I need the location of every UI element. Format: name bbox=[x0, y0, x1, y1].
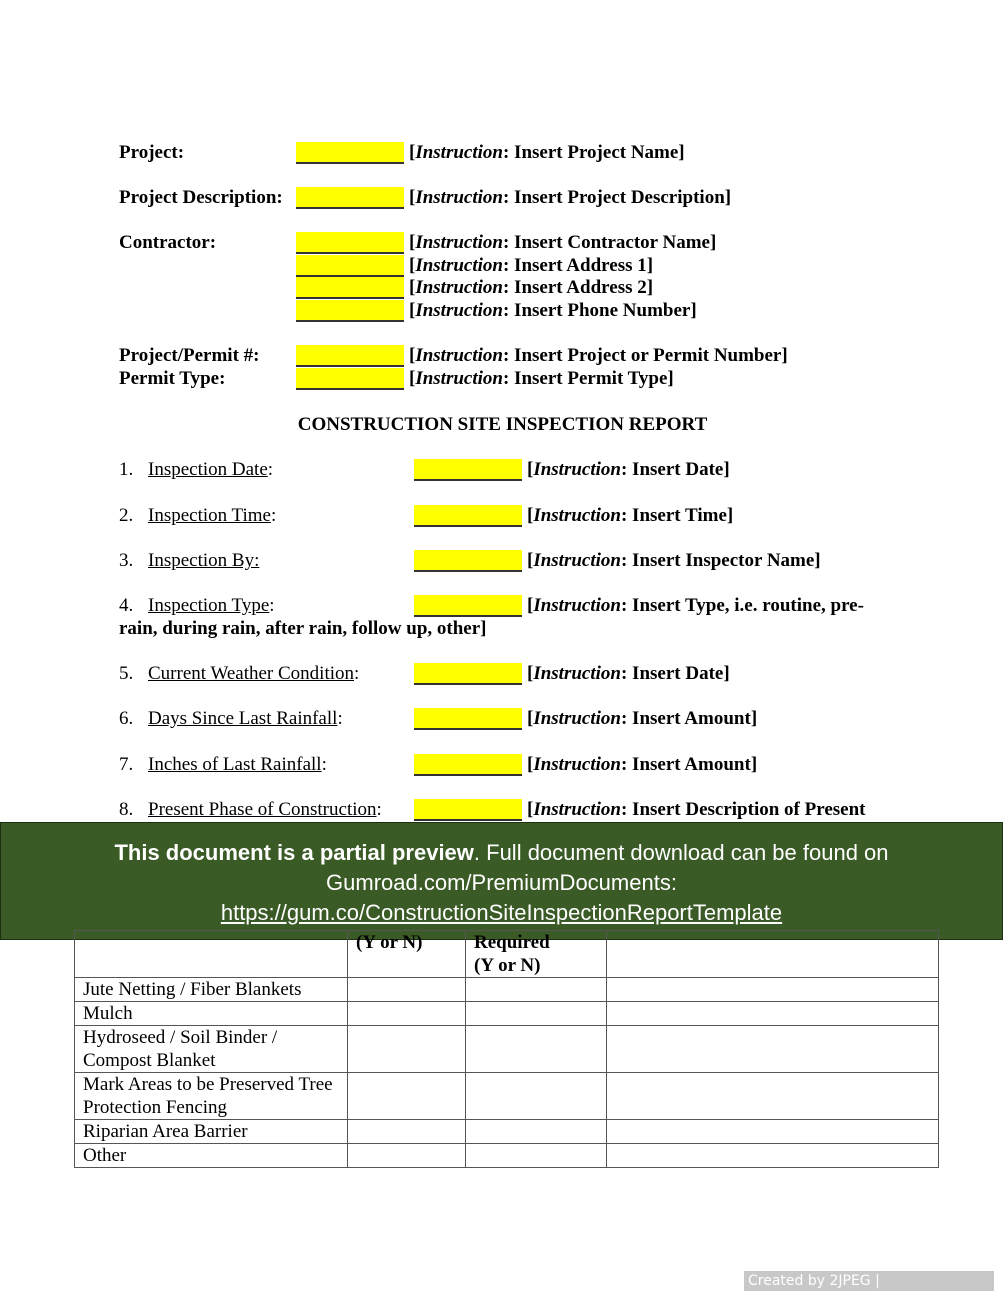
instruction-word: Instruction bbox=[415, 300, 503, 321]
bmp-name-cell: Mulch bbox=[75, 1002, 348, 1026]
table-row bbox=[75, 1144, 939, 1168]
item-number: 7. bbox=[119, 754, 134, 775]
bmp-input-cell[interactable] bbox=[607, 1026, 939, 1073]
bmp-input-cell[interactable] bbox=[466, 1026, 607, 1073]
field-instruction bbox=[409, 255, 653, 277]
field-instruction bbox=[409, 277, 653, 299]
field-label: Project Description: bbox=[119, 187, 283, 208]
instruction-word: Instruction bbox=[533, 663, 621, 684]
instruction-word: Instruction bbox=[415, 142, 503, 163]
instruction-text: [Instruction: Insert Phone Number] bbox=[409, 300, 697, 321]
item-label: Inches of Last Rainfall: bbox=[148, 754, 327, 775]
header-cell: Required (Y or N) bbox=[466, 931, 607, 978]
field-label: Contractor: bbox=[119, 232, 217, 253]
instruction-text: [Instruction: Insert Contractor Name] bbox=[409, 232, 717, 253]
instruction-word: Instruction bbox=[533, 505, 621, 526]
instruction-text: [Instruction: Insert Date] bbox=[527, 663, 730, 684]
bmp-input-cell[interactable] bbox=[348, 1144, 466, 1168]
instruction-word: Instruction bbox=[533, 799, 621, 820]
bmp-input-cell[interactable] bbox=[607, 1002, 939, 1026]
instruction-word: Instruction bbox=[533, 595, 621, 616]
item-instruction bbox=[527, 754, 757, 776]
instruction-text: [Instruction: Insert Date] bbox=[527, 459, 730, 480]
item-label: Inspection Time: bbox=[148, 505, 277, 526]
field-instruction bbox=[409, 142, 685, 164]
bmp-input-cell[interactable] bbox=[607, 978, 939, 1002]
field-instruction bbox=[409, 345, 788, 367]
blank-input-field[interactable] bbox=[414, 505, 522, 527]
bmp-input-cell[interactable] bbox=[607, 1144, 939, 1168]
header-cell bbox=[75, 931, 348, 978]
item-instruction-continuation: rain, during rain, after rain, follow up, other] bbox=[119, 618, 487, 639]
item-instruction bbox=[527, 799, 865, 821]
field-instruction bbox=[409, 232, 716, 254]
table-row bbox=[75, 1120, 939, 1144]
bmp-name-cell: Jute Netting / Fiber Blankets bbox=[75, 978, 348, 1002]
instruction-word: Instruction bbox=[415, 232, 503, 253]
instruction-text: [Instruction: Insert Amount] bbox=[527, 754, 758, 775]
table-row bbox=[75, 1026, 939, 1073]
instruction-text: [Instruction: Insert Address 2] bbox=[409, 277, 654, 298]
bmp-input-cell[interactable] bbox=[348, 1026, 466, 1073]
instruction-word: Instruction bbox=[415, 277, 503, 298]
blank-input-field[interactable] bbox=[296, 187, 404, 209]
bmp-name-cell: Hydroseed / Soil Binder / Compost Blanket bbox=[75, 1026, 348, 1073]
bmp-input-cell[interactable] bbox=[348, 1002, 466, 1026]
item-label-text: Inspection By: bbox=[148, 550, 260, 571]
bmp-input-cell[interactable] bbox=[348, 1073, 466, 1120]
item-label-text: Current Weather Condition bbox=[148, 663, 355, 684]
field-instruction bbox=[409, 368, 674, 390]
table-row bbox=[75, 1073, 939, 1120]
bmp-input-cell[interactable] bbox=[348, 978, 466, 1002]
item-label: Present Phase of Construction: bbox=[148, 799, 382, 820]
item-number: 2. bbox=[119, 505, 134, 526]
item-instruction bbox=[527, 595, 864, 617]
bmp-input-cell[interactable] bbox=[466, 1002, 607, 1026]
blank-input-field[interactable] bbox=[296, 368, 404, 390]
bmp-name-cell: Other bbox=[75, 1144, 348, 1168]
blank-input-field[interactable] bbox=[296, 277, 404, 299]
item-number: 3. bbox=[119, 550, 134, 571]
banner-bold-text: This document is a partial preview bbox=[114, 840, 474, 865]
instruction-text: [Instruction: Insert Description of Present bbox=[527, 799, 866, 820]
item-label: Current Weather Condition: bbox=[148, 663, 360, 684]
item-instruction bbox=[527, 708, 757, 730]
blank-input-field[interactable] bbox=[414, 550, 522, 572]
item-label-text: Days Since Last Rainfall bbox=[148, 708, 338, 729]
item-number: 4. bbox=[119, 595, 134, 616]
blank-input-field[interactable] bbox=[296, 232, 404, 254]
bmp-input-cell[interactable] bbox=[466, 1120, 607, 1144]
table-header-row bbox=[75, 931, 939, 978]
instruction-word: Instruction bbox=[533, 550, 621, 571]
header-cell: (Y or N) bbox=[348, 931, 466, 978]
blank-input-field[interactable] bbox=[414, 663, 522, 685]
blank-input-field[interactable] bbox=[296, 300, 404, 322]
item-label-text: Inspection Date bbox=[148, 459, 268, 480]
header-cell bbox=[607, 931, 939, 978]
instruction-text: [Instruction: Insert Permit Type] bbox=[409, 368, 674, 389]
instruction-word: Instruction bbox=[415, 255, 503, 276]
field-label: Project: bbox=[119, 142, 185, 163]
blank-input-field[interactable] bbox=[414, 459, 522, 481]
item-instruction bbox=[527, 505, 733, 527]
instruction-text: [Instruction: Insert Time] bbox=[527, 505, 734, 526]
bmp-table bbox=[74, 930, 939, 1168]
banner-text: . Full document download can be found on bbox=[473, 840, 889, 865]
instruction-word: Instruction bbox=[533, 708, 621, 729]
item-label: Days Since Last Rainfall: bbox=[148, 708, 343, 729]
item-number: 6. bbox=[119, 708, 134, 729]
instruction-text: [Instruction: Insert Amount] bbox=[527, 708, 758, 729]
item-label-text: Inches of Last Rainfall bbox=[148, 754, 322, 775]
instruction-word: Instruction bbox=[415, 187, 503, 208]
item-number: 8. bbox=[119, 799, 134, 820]
item-label: Inspection Date: bbox=[148, 459, 274, 480]
item-label-text: Inspection Time bbox=[148, 505, 271, 526]
item-label-text: Present Phase of Construction bbox=[148, 799, 377, 820]
item-label: Inspection Type: bbox=[148, 595, 275, 616]
blank-input-field[interactable] bbox=[296, 345, 404, 367]
bmp-input-cell[interactable] bbox=[607, 1120, 939, 1144]
item-instruction bbox=[527, 663, 730, 685]
item-label-text: Inspection Type bbox=[148, 595, 270, 616]
bmp-name-cell: Mark Areas to be Preserved Tree Protection Fencing bbox=[75, 1073, 348, 1120]
item-number: 1. bbox=[119, 459, 134, 480]
blank-input-field[interactable] bbox=[414, 708, 522, 730]
bmp-name-cell: Riparian Area Barrier bbox=[75, 1120, 348, 1144]
banner-link[interactable]: https://gum.co/ConstructionSiteInspectionReportTemplate bbox=[220, 900, 783, 925]
instruction-word: Instruction bbox=[415, 368, 503, 389]
bmp-input-cell[interactable] bbox=[348, 1120, 466, 1144]
instruction-word: Instruction bbox=[415, 345, 503, 366]
bmp-input-cell[interactable] bbox=[466, 978, 607, 1002]
field-instruction bbox=[409, 187, 731, 209]
report-title: CONSTRUCTION SITE INSPECTION REPORT bbox=[297, 414, 708, 435]
blank-input-field[interactable] bbox=[296, 255, 404, 277]
item-instruction bbox=[527, 550, 821, 572]
instruction-word: Instruction bbox=[533, 459, 621, 480]
field-label: Project/Permit #: bbox=[119, 345, 260, 366]
blank-input-field[interactable] bbox=[414, 754, 522, 776]
item-instruction bbox=[527, 459, 730, 481]
banner-line2: Gumroad.com/PremiumDocuments: bbox=[326, 870, 677, 895]
table-row bbox=[75, 1002, 939, 1026]
field-label: Permit Type: bbox=[119, 368, 226, 389]
instruction-word: Instruction bbox=[533, 754, 621, 775]
item-number: 5. bbox=[119, 663, 134, 684]
bmp-input-cell[interactable] bbox=[466, 1073, 607, 1120]
instruction-text: [Instruction: Insert Project Name] bbox=[409, 142, 685, 163]
instruction-text: [Instruction: Insert Project Description] bbox=[409, 187, 732, 208]
instruction-text: [Instruction: Insert Inspector Name] bbox=[527, 550, 821, 571]
instruction-text: [Instruction: Insert Project or Permit Number] bbox=[409, 345, 788, 366]
instruction-text: [Instruction: Insert Address 1] bbox=[409, 255, 654, 276]
bmp-input-cell[interactable] bbox=[607, 1073, 939, 1120]
instruction-text: [Instruction: Insert Type, i.e. routine, pre- bbox=[527, 595, 864, 616]
footer-watermark: Created by 2JPEG | www.2jpeg.com bbox=[744, 1271, 994, 1291]
blank-input-field[interactable] bbox=[414, 799, 522, 821]
preview-banner bbox=[0, 822, 1003, 940]
table-row bbox=[75, 978, 939, 1002]
field-instruction bbox=[409, 300, 697, 322]
item-label bbox=[148, 550, 259, 572]
blank-input-field[interactable] bbox=[296, 142, 404, 164]
blank-input-field[interactable] bbox=[414, 595, 522, 617]
bmp-input-cell[interactable] bbox=[466, 1144, 607, 1168]
